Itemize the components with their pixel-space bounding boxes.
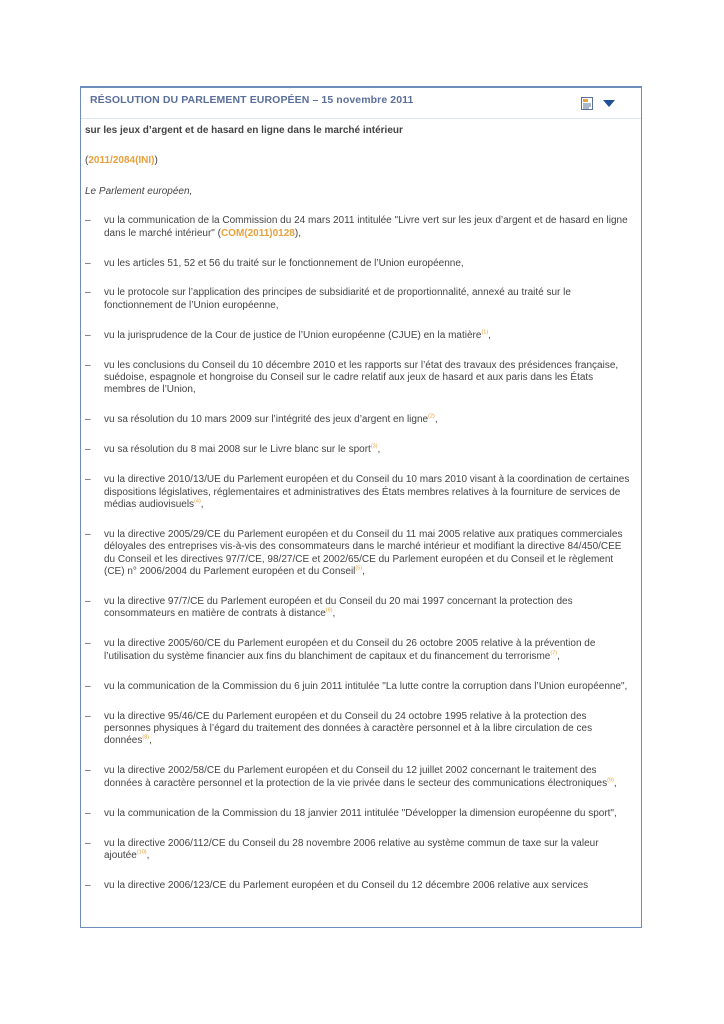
- footnote-link[interactable]: (6): [325, 608, 333, 615]
- recital-item: [85, 681, 635, 693]
- recital-text: [104, 638, 635, 663]
- recital-text: [104, 330, 635, 342]
- recital-text: [104, 808, 635, 820]
- recital-item: [85, 414, 635, 426]
- recital-item: [85, 596, 635, 621]
- recital-item: [85, 638, 635, 663]
- recital-punctuation: ,: [332, 608, 336, 620]
- recital-body: vu la directive 95/46/CE du Parlement européen et du Conseil du 24 octobre 1995 relative à la protection des personnes physiques à l’égard du traitement des données à caractère personnel et à la libre circulation de ces données: [104, 710, 593, 747]
- document-subtitle: sur les jeux d’argent et de hasard en ligne dans le marché intérieur: [85, 125, 403, 136]
- triangle-down-icon[interactable]: [603, 99, 615, 108]
- recitals-list: [85, 215, 635, 892]
- recital-punctuation: ,: [488, 329, 491, 341]
- document-reference-link[interactable]: COM(2011)0128: [220, 227, 295, 239]
- recital-punctuation: ,: [149, 735, 152, 747]
- procedure-open: (: [85, 155, 89, 167]
- footnote-link[interactable]: (8): [142, 735, 150, 742]
- list-dash: –: [85, 680, 91, 692]
- recital-item: [85, 360, 635, 397]
- recital-text: [104, 596, 635, 621]
- recital-body: vu le protocole sur l’application des principes de subsidiarité et de proportionnalité, annexé au traité sur le fonctionnement de l’Union européenne,: [104, 287, 571, 311]
- recital-body: vu la directive 2005/60/CE du Parlement européen et du Conseil du 26 octobre 2005 relative à la prévention de l’utilisation du système financier aux fins du blanchiment de capitaux et du financement du terrorisme: [104, 638, 596, 662]
- footnote-link[interactable]: (5): [355, 565, 363, 572]
- recital-item: [85, 330, 635, 342]
- recital-body: vu la directive 2002/58/CE du Parlement européen et du Conseil du 12 juillet 2002 concernant le traitement des données à caractère personnel et la protection de la vie privée dans le secteur des communications électroniques: [104, 765, 608, 789]
- recital-body: vu la directive 2005/29/CE du Parlement européen et du Conseil du 11 mai 2005 relative aux pratiques commerciales déloyales des entreprises vis-à-vis des consommateurs dans le marché intérieur et modifiant la directive 84/450/CEE du Conseil et les directives 97/7/CE, 98/27/CE et 2002/65/CE du Parlement européen et du Conseil et le règlement (CE) n° 2006/2004 du Parlement européen et du Conseil: [104, 528, 623, 578]
- recital-text: [104, 529, 635, 579]
- recital-item: [85, 215, 635, 240]
- list-dash: –: [85, 359, 91, 371]
- recital-text: [104, 215, 635, 240]
- list-dash: –: [85, 638, 91, 650]
- intro-line: Le Parlement européen,: [85, 185, 193, 197]
- page-title: RÉSOLUTION DU PARLEMENT EUROPÉEN – 15 novembre 2011: [90, 94, 414, 106]
- recital-body: vu la directive 2006/112/CE du Conseil du 28 novembre 2006 relative au système commun de taxe sur la valeur ajoutée: [104, 837, 599, 861]
- recital-item: [85, 880, 635, 892]
- recital-text: [104, 711, 635, 748]
- recital-body: vu la directive 97/7/CE du Parlement européen et du Conseil du 20 mai 1997 concernant la protection des consommateurs en matière de contrats à distance: [104, 596, 573, 620]
- recital-text: [104, 765, 635, 790]
- recital-text: [104, 474, 635, 511]
- list-dash: –: [85, 444, 91, 456]
- recital-punctuation: ),: [294, 227, 301, 239]
- recital-body: vu la directive 2010/13/UE du Parlement européen et du Conseil du 10 mars 2010 visant à la coordination de certaines dispositions législatives, réglementaires et administratives des États membres relatives à la fourniture de services de médias audiovisuels: [104, 474, 630, 510]
- footnote-link[interactable]: (1): [481, 329, 489, 336]
- recital-item: [85, 711, 635, 748]
- recital-item: [85, 444, 635, 456]
- footnote-link[interactable]: (9): [607, 777, 614, 784]
- recital-item: [85, 808, 635, 820]
- list-dash: –: [85, 596, 91, 608]
- recital-punctuation: ,: [557, 650, 560, 662]
- list-dash: –: [85, 837, 91, 849]
- recital-text: [104, 880, 635, 892]
- recital-item: [85, 529, 635, 579]
- panel-header: [81, 88, 641, 118]
- list-dash: –: [85, 414, 91, 426]
- list-dash: –: [85, 879, 91, 891]
- list-dash: –: [85, 710, 91, 722]
- document-icon[interactable]: [581, 97, 593, 110]
- list-dash: –: [85, 257, 91, 269]
- document-body: [85, 125, 635, 892]
- recital-body: vu la communication de la Commission du 6 juin 2011 intitulée "La lutte contre la corruption dans l’Union européenne",: [104, 680, 628, 692]
- list-dash: –: [85, 765, 91, 777]
- recital-item: [85, 838, 635, 863]
- recital-text: [104, 287, 635, 312]
- recital-body: vu la directive 2006/123/CE du Parlement européen et du Conseil du 12 décembre 2006 relative aux services: [104, 879, 589, 891]
- recital-body: vu les conclusions du Conseil du 10 décembre 2010 et les rapports sur l’état des travaux des présidences française, suédoise, espagnole et hongroise du Conseil sur le cadre relatif aux jeux de hasard et aux paris dans les États membres de l’Union,: [104, 359, 619, 396]
- recital-item: [85, 287, 635, 312]
- recital-body: vu sa résolution du 8 mai 2008 sur le Livre blanc sur le sport: [104, 444, 371, 456]
- list-dash: –: [85, 215, 91, 227]
- recital-body: vu les articles 51, 52 et 56 du traité sur le fonctionnement de l’Union européenne,: [104, 257, 464, 269]
- procedure-link[interactable]: 2011/2084(INI): [88, 155, 155, 167]
- footnote-link[interactable]: (7): [550, 650, 558, 657]
- procedure-reference: [85, 155, 635, 167]
- recital-text: [104, 414, 635, 426]
- list-dash: –: [85, 474, 91, 486]
- list-dash: –: [85, 528, 91, 540]
- recital-text: [104, 360, 635, 397]
- recital-item: [85, 258, 635, 270]
- footnote-link[interactable]: (4): [194, 498, 201, 505]
- footnote-link[interactable]: (2): [428, 414, 435, 421]
- header-divider: [81, 118, 641, 119]
- recital-text: [104, 838, 635, 863]
- footnote-link[interactable]: (10): [136, 849, 147, 856]
- recital-body: vu sa résolution du 10 mars 2009 sur l’intégrité des jeux d’argent en ligne: [104, 414, 429, 426]
- recital-punctuation: ,: [434, 414, 438, 426]
- recital-punctuation: ,: [146, 849, 150, 861]
- recital-item: [85, 474, 635, 511]
- recital-punctuation: ,: [362, 566, 365, 578]
- recital-text: [104, 681, 635, 693]
- list-dash: –: [85, 329, 91, 341]
- recital-body: vu la communication de la Commission du 18 janvier 2011 intitulée "Développer la dimension européenne du sport",: [104, 807, 617, 819]
- recital-punctuation: ,: [377, 444, 381, 456]
- resolution-panel: [80, 86, 642, 928]
- recital-body: vu la jurisprudence de la Cour de justice de l’Union européenne (CJUE) en la matière: [104, 329, 482, 341]
- footnote-link[interactable]: (3): [370, 443, 378, 450]
- recital-punctuation: ,: [613, 777, 617, 789]
- recital-text: [104, 258, 635, 270]
- recital-item: [85, 765, 635, 790]
- recital-text: [104, 444, 635, 456]
- list-dash: –: [85, 287, 91, 299]
- recital-punctuation: ,: [200, 499, 204, 510]
- recital-body: vu la communication de la Commission du 24 mars 2011 intitulée "Livre vert sur les jeux d’argent et de hasard en ligne dans le marché intérieur" (: [104, 215, 628, 239]
- list-dash: –: [85, 807, 91, 819]
- procedure-close: ): [154, 155, 158, 167]
